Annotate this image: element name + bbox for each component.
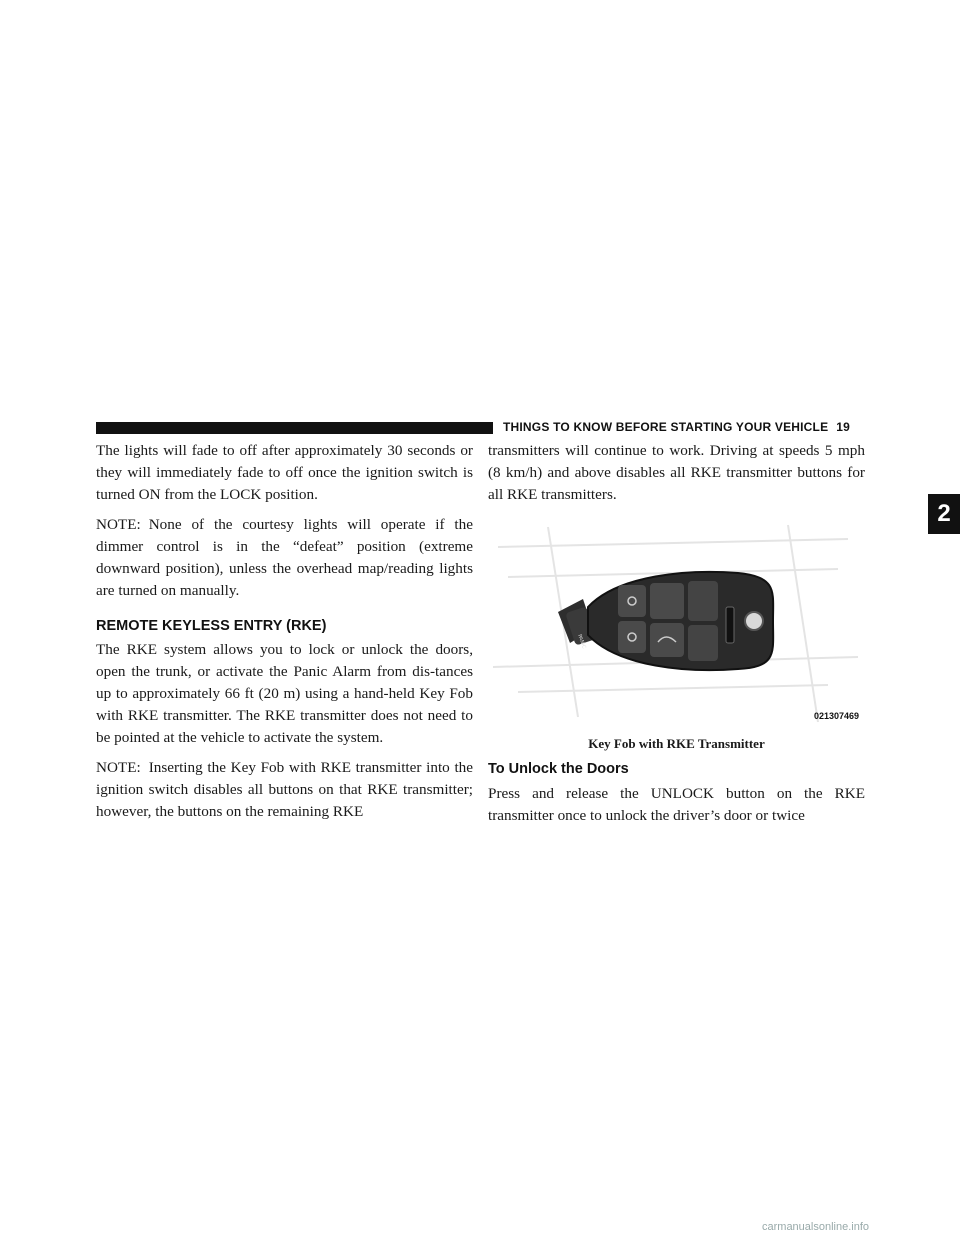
right-column bbox=[488, 440, 865, 836]
paragraph-rke: The RKE system allows you to lock or unlock the doors, open the trunk, or activate the Panic Alarm from dis-tances up to approximately 66 ft (20 m) using a hand-held Key Fob with RKE transmitter. The RKE transmitter does not need to be pointed at the vehicle to activate the system. bbox=[96, 641, 473, 746]
running-header bbox=[503, 420, 865, 434]
key-fob-illustration bbox=[488, 517, 865, 731]
led-window bbox=[726, 607, 734, 643]
left-column bbox=[96, 440, 473, 832]
key-fob-figure bbox=[488, 517, 865, 731]
note-text: Inserting the Key Fob with RKE transmitter into the ignition switch disables all buttons on that RKE transmitter; however, the buttons on the remaining RKE bbox=[96, 759, 473, 820]
chapter-tab: 2 bbox=[928, 494, 960, 534]
unlock-button bbox=[618, 621, 646, 653]
section-title: THINGS TO KNOW BEFORE STARTING YOUR VEHICLE bbox=[503, 420, 829, 434]
note-text: None of the courtesy lights will operate if the dimmer control is in the “defeat” position (extreme downward position), unless the overhead map/reading lights are turned on manually. bbox=[96, 516, 473, 599]
figure-caption: Key Fob with RKE Transmitter bbox=[588, 736, 765, 752]
paragraph-transmitters-continue: transmitters will continue to work. Driving at speeds 5 mph (8 km/h) and above disables all RKE transmitter buttons for all RKE transmitters. bbox=[488, 442, 865, 503]
trunk-button bbox=[650, 623, 684, 657]
heading-rke: REMOTE KEYLESS ENTRY (RKE) bbox=[96, 617, 327, 634]
lower-blank-button bbox=[688, 625, 718, 661]
paragraph-unlock: Press and release the UNLOCK button on the RKE transmitter once to unlock the driver’s door or twice bbox=[488, 784, 865, 824]
page-number: 19 bbox=[836, 420, 851, 434]
figure-code: 021307469 bbox=[813, 710, 859, 721]
note-label: NOTE: bbox=[96, 516, 141, 534]
note-ignition bbox=[96, 757, 473, 822]
lock-button bbox=[618, 585, 646, 617]
upper-blank-button bbox=[688, 581, 718, 621]
watermark: carmanualsonline.info bbox=[762, 1221, 870, 1233]
paragraph-lights-fade: The lights will fade to off after approximately 30 seconds or they will immediately fade to off once the ignition switch is turned ON from the LOCK position. bbox=[96, 442, 473, 503]
panic-label: PANIC bbox=[576, 634, 587, 651]
note-label: NOTE: bbox=[96, 759, 141, 777]
note-courtesy-lights bbox=[96, 514, 473, 601]
key-ring-hole bbox=[745, 612, 763, 630]
heading-unlock-doors: To Unlock the Doors bbox=[488, 761, 629, 778]
remote-start-button bbox=[650, 583, 684, 619]
header-rule bbox=[96, 422, 493, 434]
